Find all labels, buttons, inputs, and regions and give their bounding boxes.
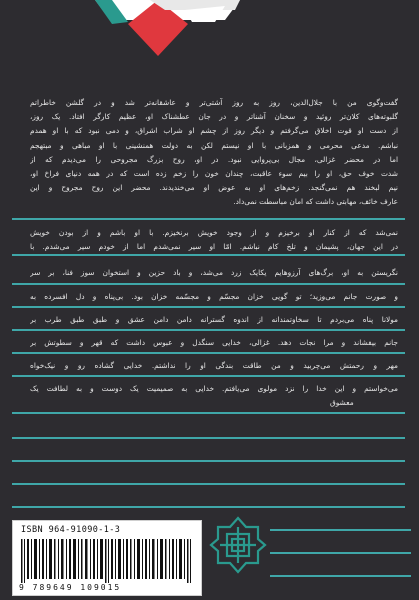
text-line: شدت خوف حق، او را بیم سوء عاقبت، چندان خون را زخم زده است که در همه دنیای فراخ او، (30, 168, 398, 178)
text-line: نمی‌شد که از کنار او برخیزم و از وجود خویش برنخیزم. با او باشم و از بودن خویش (30, 228, 398, 237)
text-line: اما در محضر غزالی، مجال بی‌پروایی نبود. در او، روح بزرگ مجروحی را می‌دیدم که از (30, 154, 398, 164)
barcode-digits: 9 789649 109015 (19, 583, 122, 592)
divider-line (12, 506, 405, 508)
text-line: جانم بیفشاند و مرا نجات دهد. غزالی، خدایی سنگدل و عبوس داشت که قهر و سطوتش بر (30, 337, 398, 347)
divider-line (270, 529, 411, 531)
text-line: در این جهان، پشیمان و تلخ کام نباشم. امّا او سیر نمی‌شدم اما از خودم سیر می‌شدم. با (30, 242, 398, 252)
divider-line (12, 283, 405, 285)
divider-line (12, 306, 405, 308)
divider-line (270, 552, 411, 554)
publisher-logo-icon (208, 515, 268, 575)
text-line: گفت‌وگوی من با جلال‌الدین، روز به روز آشتی‌تر و عاشقانه‌تر شد و در گلشن خاطراتم (30, 98, 398, 107)
isbn-label: ISBN 964-91090-1-3 (21, 525, 121, 535)
paragraph-2 (30, 226, 398, 397)
text-line: مولانا پناه می‌بردم تا سخاوتمندانه از اندوه گسترانه دامن دامن عشق و طبق طبق طرب بر (30, 314, 398, 324)
text-line: نباشم. مدعی محرمی و همزبانی با او نیستم لکن به دولت همنشینی با او مباهی و مبتهجم (30, 140, 398, 150)
divider-line (12, 460, 405, 462)
text-line: و صورت جانم می‌وزید؛ تو گویی خزان مجسّم و مجسّمه خزان بود. بی‌پناه و دل افسرده به (30, 291, 398, 301)
divider-line (270, 575, 411, 577)
isbn-barcode-box (12, 520, 202, 596)
divider-line (12, 412, 405, 414)
divider-line (12, 254, 405, 256)
emblem-light-band (150, 0, 240, 10)
barcode-icon (19, 539, 195, 583)
divider-line (12, 437, 405, 439)
divider-line (12, 329, 405, 331)
divider-line (12, 375, 405, 377)
paragraph-1 (30, 96, 398, 210)
text-line: نیم لبخند هم نمی‌گنجد. زخم‌های او به عوض او می‌خندیدند. محضر این روح مجروح و این (30, 183, 398, 193)
divider-line (12, 352, 405, 354)
divider-line (12, 218, 405, 220)
closing-word: معشوق (330, 398, 354, 407)
text-line: نگریستن به او، برگ‌های آرزوهایم یکایک زرد می‌شد، و باد حزین و استخوان سوز فنا، بر سر (30, 268, 398, 278)
text-line: عارف خائف، مهابتی داشت که امان مباسطت نمی‌داد. (233, 197, 398, 207)
text-line: از دست او قوت اخلاق می‌گرفتم و دیگر روز از چشم او شراب اشراق، و دمی نبود که با او همدم (30, 126, 398, 136)
text-line: می‌خواستم و این خدا را نزد مولوی می‌یافتم. خدایی به صمیمیت یک دوست و به لطافت یک (30, 384, 398, 394)
text-line: مهر و رحمتش می‌چربید و من طاقت بندگی او را نداشتم. خدایی گشاده رو و نیک‌خواه (30, 361, 398, 371)
text-line: گلبوته‌های کلان‌تر روئید و سخنان آشناتر و در جان عطشناک او، عظیم کارگر افتاد. یک روز، (30, 112, 398, 122)
divider-line (12, 483, 405, 485)
cover-emblem (0, 0, 419, 70)
